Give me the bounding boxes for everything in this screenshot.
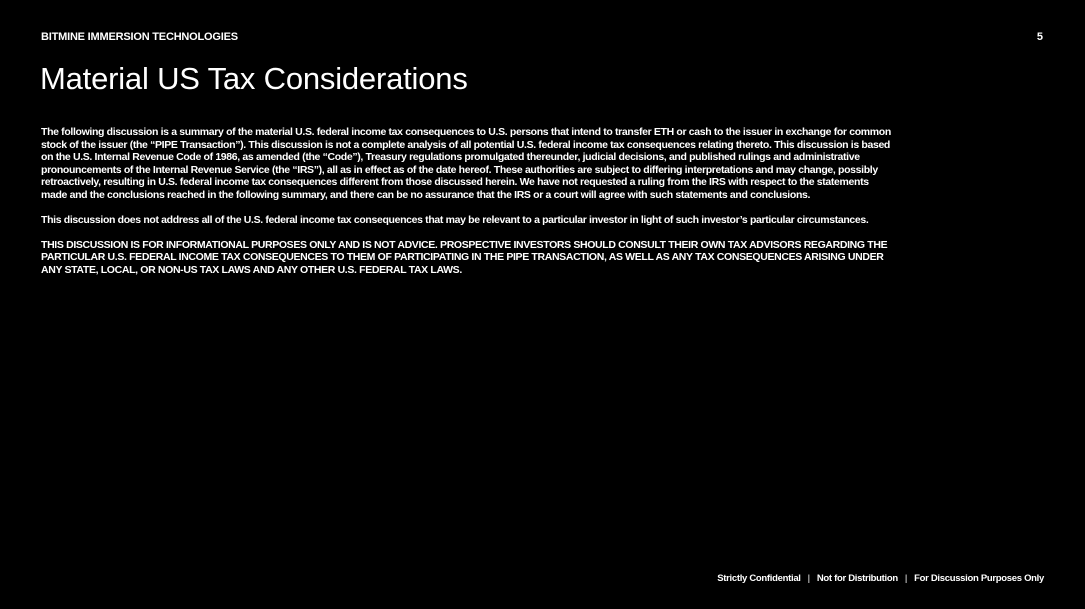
footer-item-discussion: For Discussion Purposes Only <box>914 573 1044 584</box>
page-title: Material US Tax Considerations <box>40 61 468 96</box>
paragraph-summary: The following discussion is a summary of the material U.S. federal income tax consequences to U.S. persons that intend to transfer ETH or cash to the issuer in exchange for common stock of the issuer (the “PIPE Transaction”). This discussion is not a complete analysis of all potential U.S. federal income tax consequences relating thereto. This discussion is based on the U.S. Internal Revenue Code of 1986, as amended (the “Code”), Treasury regulations promulgated thereunder, judicial decisions, and published rulings and administrative pronouncements of the Internal Revenue Service (the “IRS”), all as in effect as of the date hereof. These authorities are subject to differing interpretations and may change, possibly retroactively, resulting in U.S. federal income tax consequences different from those discussed herein. We have not requested a ruling from the IRS with respect to the statements made and the conclusions reached in the following summary, and there can be no assurance that the IRS or a court will agree with such statements and conclusions. <box>41 126 891 201</box>
footer-item-confidential: Strictly Confidential <box>717 573 801 584</box>
paragraph-disclaimer: THIS DISCUSSION IS FOR INFORMATIONAL PURPOSES ONLY AND IS NOT ADVICE. PROSPECTIVE INVESTORS SHOULD CONSULT THEIR OWN TAX ADVISORS REGARDING THE PARTICULAR U.S. FEDERAL INCOME TAX CONSEQUENCES TO THEM OF PARTICIPATING IN THE PIPE TRANSACTION, AS WELL AS ANY TAX CONSEQUENCES ARISING UNDER ANY STATE, LOCAL, OR NON-US TAX LAWS AND ANY OTHER U.S. FEDERAL TAX LAWS. <box>41 238 888 276</box>
footer-separator: | <box>807 573 810 584</box>
footer-item-distribution: Not for Distribution <box>816 573 898 584</box>
paragraph-scope: This discussion does not address all of the U.S. federal income tax consequences that may be relevant to a particular investor in light of such investor’s particular circumstances. <box>41 213 869 226</box>
header-company-name: BITMINE IMMERSION TECHNOLOGIES <box>41 31 238 43</box>
footer <box>717 573 1044 584</box>
footer-separator: | <box>904 573 908 584</box>
page-number: 5 <box>1036 31 1043 43</box>
body-text <box>41 126 897 289</box>
